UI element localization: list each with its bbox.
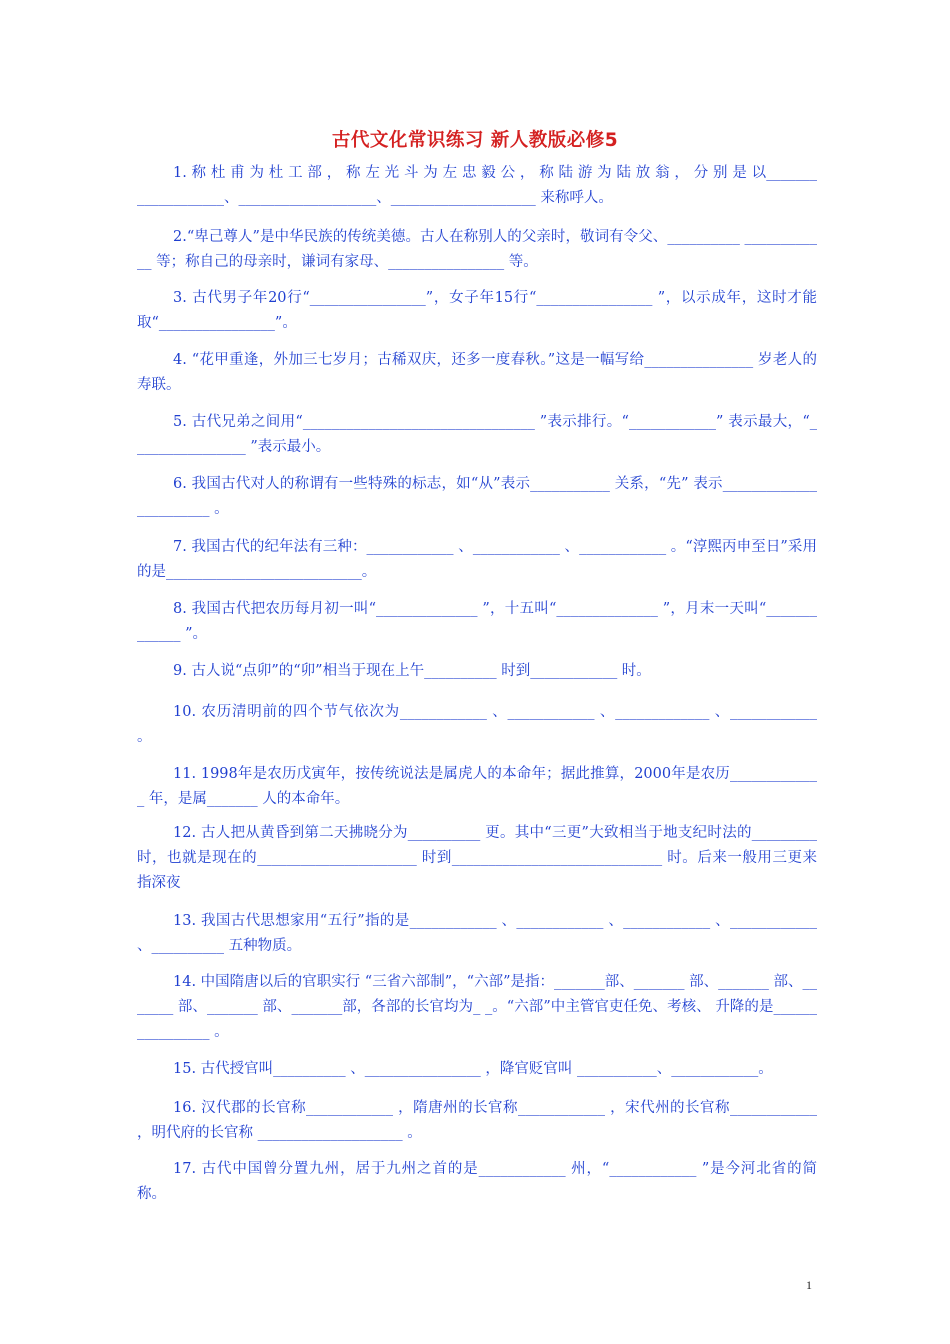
question-9: 9. 古人说“点卯”的“卯”相当于现在上午__________ 时到____________ 时。 (173, 663, 651, 679)
question-6: 6. 我国古代对人的称谓有一些特殊的标志，如“从”表示___________ 关系，“先” 表示_______________________ 。 (137, 476, 817, 517)
question-1: 1. 称 杜 甫 为 杜 工 部 ， 称 左 光 斗 为 左 忠 毅 公 ， 称 陆 游 为 陆 放 翁 ， 分 别 是 以___________________、___________________、____________________ 来称呼人。 (137, 165, 817, 206)
question-15: 15. 古代授官叫__________ 、________________ ，降官贬官叫 ___________、____________。 (173, 1061, 773, 1077)
page-number: 1 (806, 1278, 812, 1292)
question-2: 2.“卑己尊人”是中华民族的传统美德。古人在称别人的父亲时，敬词有令父、__________ ____________ 等；称自己的母亲时，谦词有家母、________________ 等。 (137, 229, 817, 270)
question-8: 8. 我国古代把农历每月初一叫“______________ ”，十五叫“______________ ”，月末一天叫“_____________ ”。 (137, 601, 817, 642)
question-3: 3. 古代男子年20行“________________”，女子年15行“________________ ”，以示成年，这时才能取“________________”。 (137, 290, 817, 331)
question-16: 16. 汉代郡的长官称____________ ，隋唐州的长官称____________ ，宋代州的长官称____________ ，明代府的长官称 ____________________ 。 (137, 1100, 817, 1141)
question-11: 11. 1998年是农历戊寅年，按传统说法是属虎人的本命年；据此推算，2000年是农历_____________ 年，是属_______ 人的本命年。 (137, 766, 817, 807)
question-14: 14. 中国隋唐以后的官职实行 “三省六部制”，“六部”是指：_______部、_______ 部、_______ 部、_______ 部、_______ 部、_______部，各部的长官均为_ _。“六部”中主管官吏任免、考核、 升降的是________________ 。 (137, 974, 817, 1040)
question-5: 5. 古代兄弟之间用“________________________________ ”表示排行。“____________” 表示最大，“________________ ”表示最小。 (137, 414, 817, 455)
question-13: 13. 我国古代思想家用“五行”指的是____________ 、____________ 、____________ 、____________ 、__________ 五种物质。 (137, 913, 817, 954)
question-17: 17. 古代中国曾分置九州，居于九州之首的是____________ 州，“____________ ”是今河北省的简称。 (137, 1161, 817, 1202)
question-4: 4. “花甲重逢，外加三七岁月；古稀双庆，还多一度春秋。”这是一幅写给_______________ 岁老人的寿联。 (137, 352, 817, 393)
question-12: 12. 古人把从黄昏到第二天拂晓分为__________ 更。其中“三更”大致相当于地支纪时法的_________ 时，也就是现在的______________________ 时到_____________________________ 时。后来一般用三更来指深夜 (137, 825, 817, 891)
document-title: 古代文化常识练习 新人教版必修5 (331, 130, 619, 151)
question-10: 10. 农历清明前的四个节气依次为____________ 、____________ 、_____________ 、____________ 。 (137, 704, 817, 745)
question-7: 7. 我国古代的纪年法有三种：____________ 、____________ 、____________ 。“淳熙丙申至日”采用的是___________________________。 (137, 539, 817, 580)
